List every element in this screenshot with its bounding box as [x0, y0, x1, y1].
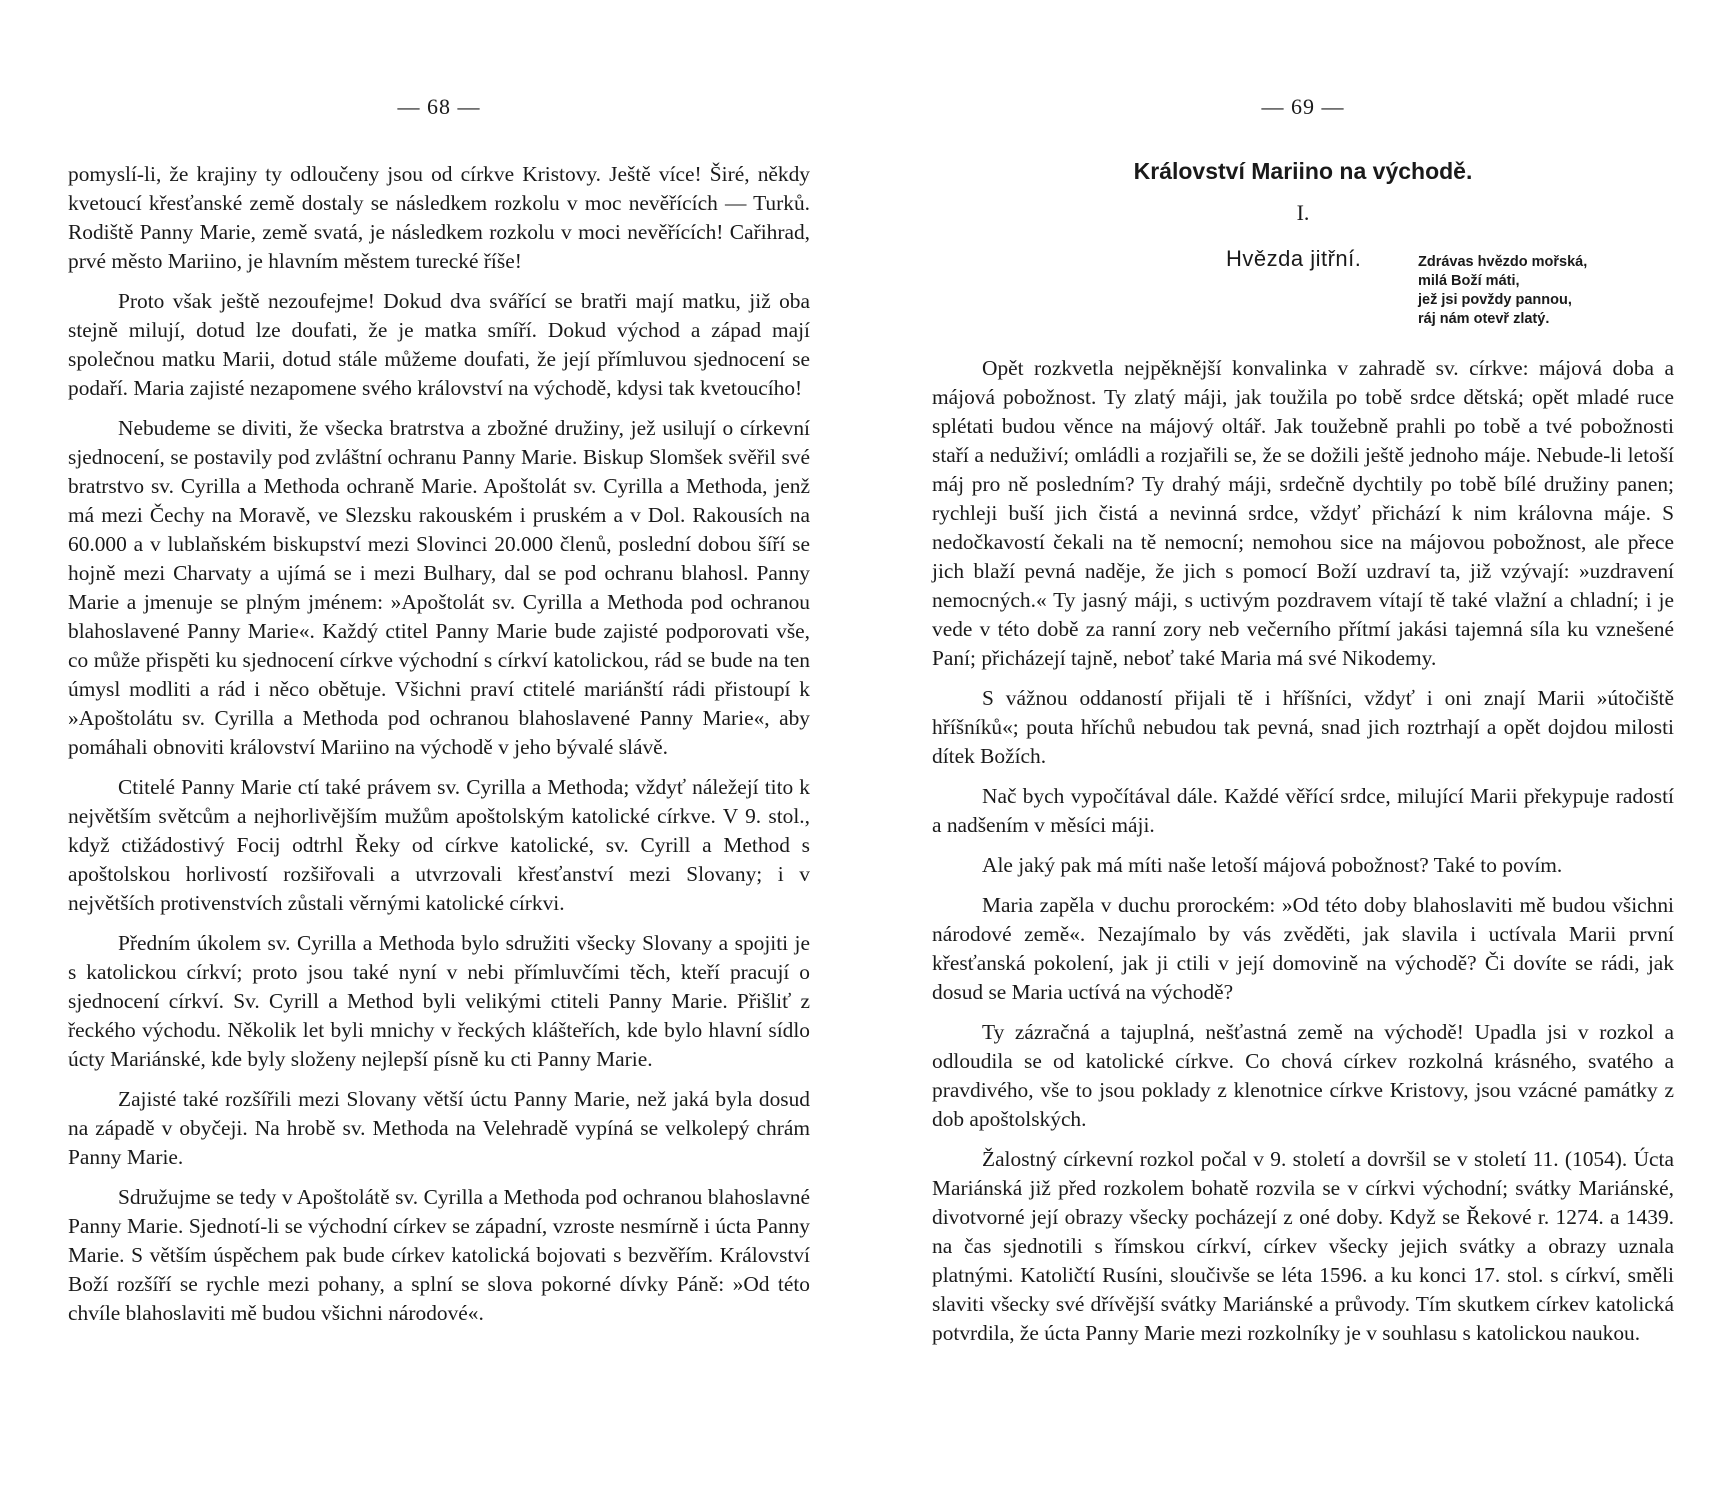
page-number: — 68 —	[397, 94, 481, 119]
page-body	[932, 354, 1674, 1359]
paragraph: Nač bych vypočítával dále. Každé věřící srdce, milující Marii překypuje radostí a nadšením v měsíci máji.	[932, 784, 1674, 837]
paragraph: Sdružujme se tedy v Apoštolátě sv. Cyrilla a Methoda pod ochranou blahoslavné Panny Marie. Sjednotí-li se východní církev se západní, vzroste nesmírně i úcta Panny Marie. S větším úspěchem pak bude církev katolická bojovati s bezvěřím. Království Boží rozšíří se rychle mezi pohany, a splní se slova pokorné dívky Páně: »Od této chvíle blahoslaviti mě budou všichni národové«.	[68, 1185, 810, 1325]
paragraph: Proto však ještě nezoufejme! Dokud dva svářící se bratři mají matku, již oba stejně milují, dotud lze doufati, že je matka smíří. Dokud východ a západ mají společnou matku Marii, dotud stále můžeme doufati, že její přímluvou sjednocení se podaří. Maria zajisté nezapomene svého království na východě, kdysi tak kvetoucího!	[68, 289, 810, 400]
page-number: — 69 —	[1261, 94, 1345, 119]
paragraph: Opět rozkvetla nejpěknější konvalinka v zahradě sv. církve: májová doba a májová pobožnost. Ty zlatý máji, jak toužila po tobě srdce dětská; opět mladé ruce splétati budou věnce na májový oltář. Jak toužebně prahli po tobě a tvé pobožnosti staří a neduživí; omládli a rozjařili se, že se dožili ještě jednoho máje. Nebude-li letoší máj pro ně posledním? Ty drahý máji, srdečně dychtily po tobě bílé družiny panen; rychleji buší jich čistá a nevinná srdce, vždyť přichází k nim královna máje. S nedočkavostí čekali na tě nemocní; nemohou sice na májovou pobožnost, ale přece jich blaží pevná naděje, že jich s pomocí Boží uzdraví ta, již vzývají: »uzdravení nemocných.« Ty jasný máji, s uctivým pozdravem vítají tě také vlažní a chladní; i je vede v této době za ranní zory neb večerního přítmí jakási tajemná síla ku vznešené Paní; přicházejí tajně, neboť také Maria má své Nikodemy.	[932, 356, 1674, 670]
chapter-title: Království Mariino na východě.	[1133, 158, 1473, 184]
right-page	[932, 0, 1674, 1500]
epigraph-line: milá Boží máti,	[1418, 273, 1520, 289]
paragraph: Nebudeme se diviti, že všecka bratrstva a zbožné družiny, jež usilují o církevní sjednocení, se postavily pod zvláštní ochranu Panny Marie. Biskup Slomšek svěřil své bratrstvo sv. Cyrilla a Methoda ochraně Marie. Apoštolát sv. Cyrilla a Methoda, jenž má mezi Čechy na Moravě, ve Slezsku rakouském i pruském a v Dol. Rakousích na 60.000 a v lublaňském biskupství mezi Slovinci 20.000 členů, poslední dobou šíří se hojně mezi Charvaty a ujímá se i mezi Bulhary, dal se pod ochranu blahosl. Panny Marie a jmenuje se plným jménem: »Apoštolát sv. Cyrilla a Methoda pod ochranou blahoslavené Panny Marie«. Každý ctitel Panny Marie bude zajisté podporovati vše, co může přispěti ku sjednocení církve východní s církví katolickou, rád se bude na ten úmysl modliti a rád i něco obětuje. Všichni praví ctitelé mariánští rádi přistoupí k »Apoštolátu sv. Cyrilla a Methoda pod ochranou blahoslavené Panny Marie«, aby pomáhali obnoviti království Mariino na východě v jeho bývalé slávě.	[68, 416, 810, 759]
page-body	[68, 160, 810, 1339]
paragraph: Předním úkolem sv. Cyrilla a Methoda bylo sdružiti všecky Slovany a spojiti je s katolickou církví; proto jsou také nyní v nebi přímluvčími těch, kteří pracují o sjednocení církví. Sv. Cyrill a Method byli velikými ctiteli Panny Marie. Přišliť z řeckého východu. Několik let byli mnichy v řeckých klášteřích, kde bylo hlavní sídlo úcty Mariánské, kde byly složeny nejlepší písně ku cti Panny Marie.	[68, 931, 810, 1071]
left-page	[68, 0, 810, 1500]
paragraph: pomyslí-li, že krajiny ty odloučeny jsou od církve Kristovy. Ještě více! Širé, někdy kvetoucí křesťanské země dostaly se následkem rozkolu v moc nevěřících — Turků. Rodiště Panny Marie, země svatá, je následkem rozkolu v moci nevěřících! Cařihrad, prvé město Mariino, je hlavním městem turecké říše!	[68, 162, 810, 273]
section-title: Hvězda jitřní.	[1226, 246, 1362, 271]
paragraph: Ctitelé Panny Marie ctí také právem sv. Cyrilla a Methoda; vždyť náležejí tito k největším světcům a nejhorlivějším mužům apoštolským katolické církve. V 9. stol., když ctižádostivý Focij odtrhl Řeky od církve katolické, sv. Cyrill a Method s apoštolskou horlivostí rozšiřovali a utvrzovali křesťanství mezi Slovany; i v největších protivenstvích zůstali věrnými katolické církvi.	[68, 775, 810, 915]
paragraph: Ale jaký pak má míti naše letoší májová pobožnost? Také to povím.	[982, 853, 1563, 877]
paragraph: Žalostný církevní rozkol počal v 9. století a dovršil se v století 11. (1054). Úcta Mariánská již před rozkolem bohatě rozvila se v církvi východní; svátky Mariánské, divotvorné její obrazy všecky pocházejí z oné doby. Když se Řekové r. 1274. a 1439. na čas sjednotili s římskou církví, církev všecky jejich svátky a obrazy uznala platnými. Katoličtí Rusíni, sloučivše se léta 1596. a ku konci 17. stol. s církví, směli slaviti všecky své dřívější svátky Mariánské a průvody. Tím skutkem církev katolická potvrdila, že úcta Panny Marie mezi rozkolníky je v souhlasu s katolickou naukou.	[932, 1147, 1674, 1345]
epigraph-line: Zdrávas hvězdo mořská,	[1418, 254, 1588, 270]
epigraph	[1418, 253, 1678, 329]
epigraph-line: ráj nám otevř zlatý.	[1418, 311, 1550, 327]
paragraph: S vážnou oddaností přijali tě i hříšníci, vždyť i oni znají Marii »útočiště hříšníků«; pouta hříchů nebudou tak pevná, snad jich roztrhají a opět dojdou milosti dítek Božích.	[932, 686, 1674, 768]
chapter-number: I.	[1296, 200, 1310, 225]
paragraph: Maria zapěla v duchu prorockém: »Od této doby blahoslaviti mě budou všichni národové země«. Nezajímalo by vás zvěděti, jak slavila i uctívala Marii první křesťanská pokolení, jak ji ctili v její domovině na východě? Či dovíte se rádi, jak dosud se Maria uctívá na východě?	[932, 893, 1674, 1004]
paragraph: Ty zázračná a tajuplná, nešťastná země na východě! Upadla jsi v rozkol a odloudila se od katolické církve. Co chová církev rozkolná krásného, svatého a pravdivého, vše to jsou poklady z klenotnice církve Kristovy, jsou vzácné památky z dob apoštolských.	[932, 1020, 1674, 1131]
epigraph-line: jež jsi povždy pannou,	[1418, 292, 1572, 308]
paragraph: Zajisté také rozšířili mezi Slovany větší úctu Panny Marie, než jaká byla dosud na západě v obyčeji. Na hrobě sv. Methoda na Velehradě vypíná se velkolepý chrám Panny Marie.	[68, 1087, 810, 1169]
